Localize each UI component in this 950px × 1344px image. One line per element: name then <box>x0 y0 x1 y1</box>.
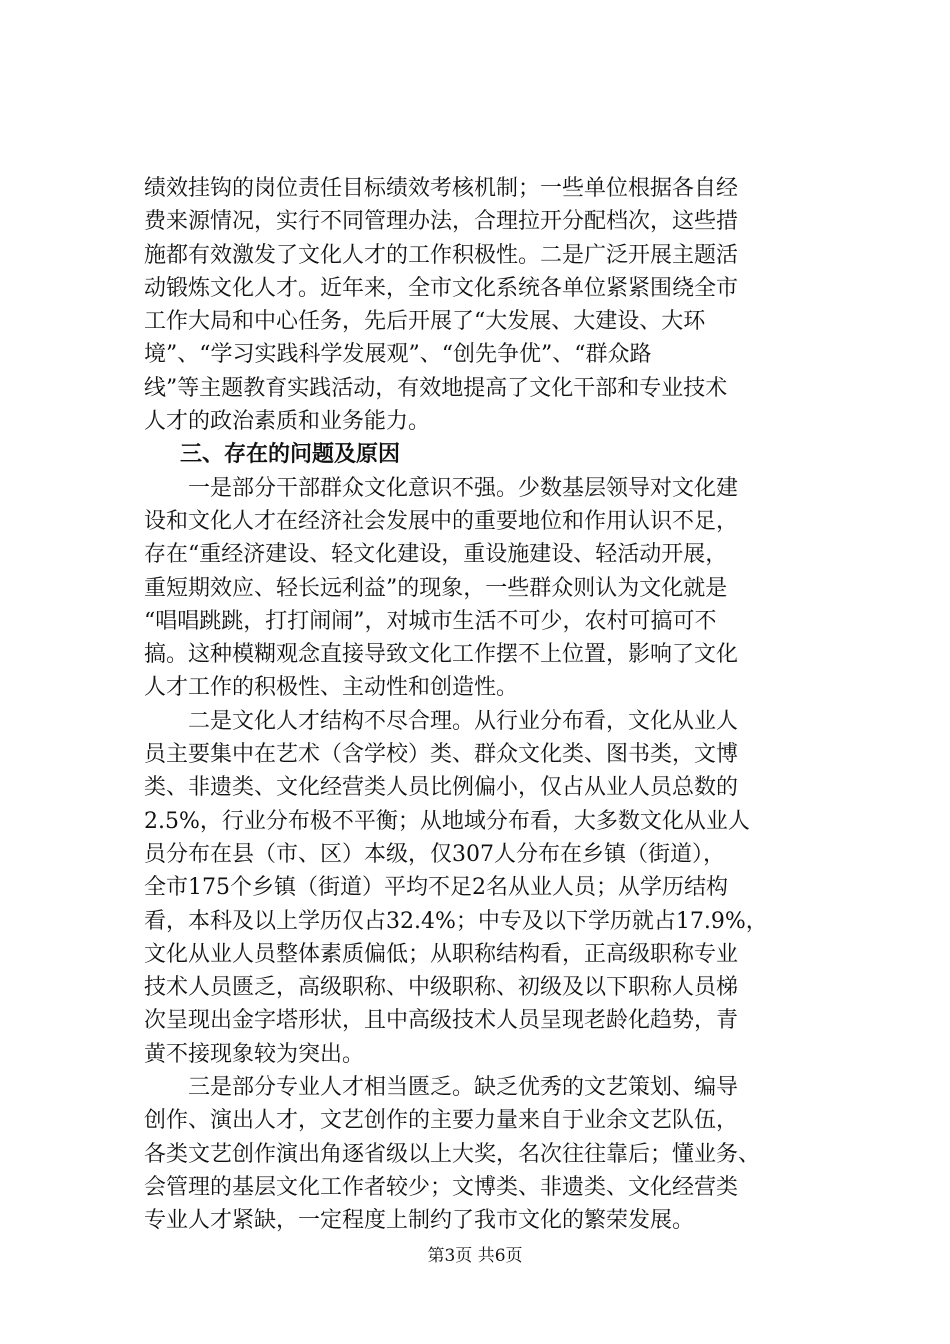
text-line: 三是部分专业人才相当匮乏。缺乏优秀的文艺策划、编导 <box>144 1075 739 1101</box>
text-line: 重短期效应、轻长远利益”的现象，一些群众则认为文化就是 <box>144 575 728 601</box>
text-line: 人才的政治素质和业务能力。 <box>144 409 431 435</box>
page-number-label: 第3页 共6页 <box>427 1246 523 1266</box>
section-heading: 三、存在的问题及原因 <box>180 442 401 468</box>
text-line: 2.5%，行业分布极不平衡；从地域分布看，大多数文化从业人 <box>144 808 750 834</box>
text-line: 搞。这种模糊观念直接导致文化工作摆不上位置，影响了文化 <box>144 642 739 668</box>
text-line: 创作、演出人才，文艺创作的主要力量来自于业余文艺队伍， <box>144 1108 739 1134</box>
document-body <box>144 172 824 1238</box>
text-line: 工作大局和中心任务，先后开展了“大发展、大建设、大环 <box>144 309 706 335</box>
text-line: 线”等主题教育实践活动，有效地提高了文化干部和专业技术 <box>144 375 728 401</box>
text-line: 绩效挂钩的岗位责任目标绩效考核机制；一些单位根据各自经 <box>144 176 739 201</box>
text-line: 动锻炼文化人才。近年来，全市文化系统各单位紧紧围绕全市 <box>144 275 739 301</box>
text-line: 文化从业人员整体素质偏低；从职称结构看，正高级职称专业 <box>144 941 739 967</box>
text-line: 员分布在县（市、区）本级，仅307人分布在乡镇（街道）， <box>144 841 725 867</box>
text-line: 一是部分干部群众文化意识不强。少数基层领导对文化建 <box>144 475 739 501</box>
text-line: 次呈现出金字塔形状，且中高级技术人员呈现老龄化趋势，青 <box>144 1008 739 1034</box>
text-line: 设和文化人才在经济社会发展中的重要地位和作用认识不足， <box>144 508 739 534</box>
text-line: 专业人才紧缺，一定程度上制约了我市文化的繁荣发展。 <box>144 1208 695 1234</box>
text-line: 施都有效激发了文化人才的工作积极性。二是广泛开展主题活 <box>144 242 739 268</box>
text-line: 看，本科及以上学历仅占32.4%；中专及以下学历就占17.9%， <box>144 908 768 934</box>
text-line: 各类文艺创作演出角逐省级以上大奖，名次往往靠后；懂业务、 <box>144 1141 761 1167</box>
text-line: 费来源情况，实行不同管理办法，合理拉开分配档次，这些措 <box>144 209 739 235</box>
text-line: 存在“重经济建设、轻文化建设，重设施建设、轻活动开展， <box>144 542 728 568</box>
text-line: 二是文化人才结构不尽合理。从行业分布看，文化从业人 <box>144 708 739 734</box>
text-line: “唱唱跳跳，打打闹闹”，对城市生活不可少，农村可搞可不 <box>144 608 717 634</box>
text-line: 境”、“学习实践科学发展观”、“创先争优”、“群众路 <box>144 342 652 368</box>
text-line: 全市175个乡镇（街道）平均不足2名从业人员；从学历结构 <box>144 875 728 901</box>
text-line: 人才工作的积极性、主动性和创造性。 <box>144 675 519 701</box>
text-line: 黄不接现象较为突出。 <box>144 1041 365 1067</box>
text-line: 员主要集中在艺术（含学校）类、群众文化类、图书类，文博 <box>144 742 739 768</box>
text-line: 技术人员匮乏，高级职称、中级职称、初级及以下职称人员梯 <box>144 975 739 1001</box>
text-line: 会管理的基层文化工作者较少；文博类、非遗类、文化经营类 <box>144 1174 739 1200</box>
page-footer <box>0 1245 950 1267</box>
text-line: 类、非遗类、文化经营类人员比例偏小，仅占从业人员总数的 <box>144 775 739 801</box>
